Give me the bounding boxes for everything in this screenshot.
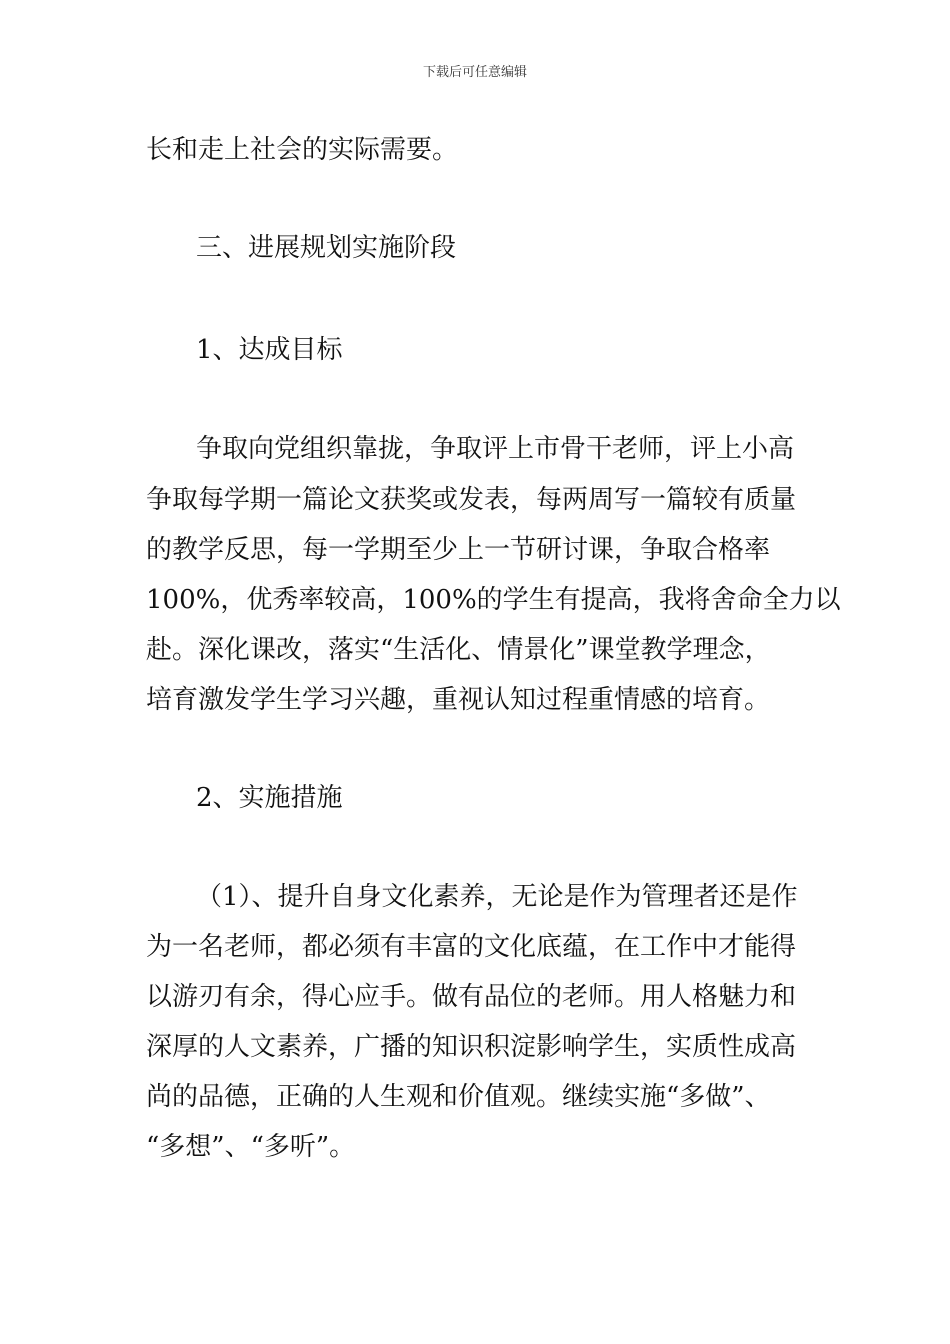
paragraph-line: 培育激发学生学习兴趣，重视认知过程重情感的培育。 [146,685,771,715]
paragraph-line: 的教学反思，每一学期至少上一节研讨课，争取合格率 [146,535,771,565]
paragraph-line: 争取每学期一篇论文获奖或发表，每两周写一篇较有质量 [146,485,797,515]
paragraph-line: 深厚的人文素养，广播的知识积淀影响学生，实质性成高 [146,1032,797,1062]
subsection-heading: 2、实施措施 [196,783,343,813]
paragraph-line: 为一名老师，都必须有丰富的文化底蕴，在工作中才能得 [146,932,797,962]
subsection-heading: 1、达成目标 [196,335,343,365]
page-header: 下载后可任意编辑 [422,65,527,80]
paragraph-line: 赴。深化课改，落实“生活化、情景化”课堂教学理念， [146,635,771,665]
paragraph-line: （1）、提升自身文化素养，无论是作为管理者还是作 [196,882,798,912]
paragraph-line: 争取向党组织靠拢，争取评上市骨干老师，评上小高 [196,434,795,464]
paragraph-line: 以游刃有余，得心应手。做有品位的老师。用人格魅力和 [146,982,797,1012]
paragraph-line: “多想”、“多听”。 [146,1132,356,1162]
paragraph-line: 长和走上社会的实际需要。 [146,135,459,165]
section-heading: 三、进展规划实施阶段 [196,233,457,263]
paragraph-line: 100%，优秀率较高，100%的学生有提高，我将舍命全力以 [146,585,841,615]
paragraph-line: 尚的品德，正确的人生观和价值观。继续实施“多做”、 [146,1082,771,1112]
